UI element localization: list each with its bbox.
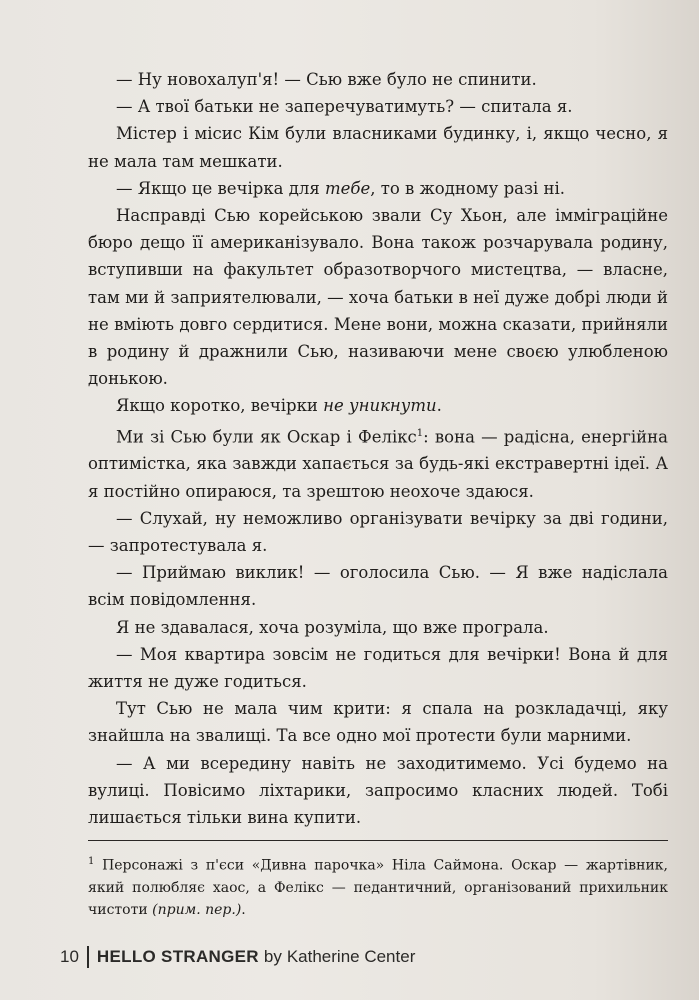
paragraph: Якщо коротко, вечірки не уникнути. <box>116 396 442 416</box>
paragraph: Тут Сью не мала чим крити: я спала на розкладачці, яку знайшла на звалищі. Та все одно мої протести були марними. <box>88 699 668 746</box>
book-title: HELLO STRANGER <box>96 947 259 966</box>
paragraph: — Ну новохалуп'я! — Сью вже було не спинити. <box>116 70 537 89</box>
author-name: Katherine Center <box>286 947 416 966</box>
footnote-section <box>88 840 668 921</box>
paragraph: — А ми всередину навіть не заходитимемо. Усі будемо на вулиці. Повісимо ліхтарики, запросимо класних людей. Тобі лишається тільки вина купити. <box>88 753 668 827</box>
paragraph: Містер і місис Кім були власниками будинку, і, якщо чесно, я не мала там мешкати. <box>88 124 668 171</box>
paragraph: Насправді Сью корейською звали Су Хьон, але імміграційне бюро дещо її американізувало. Вона також розчарувала родину, вступивши на факультет образотворчого мистецтва, — власне, там ми й заприятелювали, — хоча батьки в неї дуже добрі люди й не вміють довго сердитися. Мене вони, можна сказати, прийняли в родину й дражнили Сью, називаючи мене своєю улюбленою донькою. <box>88 206 668 389</box>
page-footer <box>60 944 415 970</box>
paragraph: — Приймаю виклик! — оголосила Сью. — Я вже надіслала всім повідомлення. <box>88 563 668 610</box>
paragraph: — Моя квартира зовсім не годиться для вечірки! Вона й для життя не дуже годиться. <box>88 644 668 691</box>
paragraph: Ми зі Сью були як Оскар і Фелікс$^1$: вона — радісна, енергійна оптимістка, яка завжди хапається за будь-які екстравертні ідеї. А я постійно опираюся, та зрештою неохоче здаюся. <box>88 427 668 501</box>
footnote-1: $^1$ Персонажі з п'єси «Дивна парочка» Ніла Саймона. Оскар — жартівник, який полюбляє хаос, а Фелікс — педантичний, організований прихильник чистоти (прим. пер.). <box>88 856 668 918</box>
body-text <box>88 66 668 831</box>
paragraph: — Слухай, ну неможливо організувати вечірку за дві години, — запротестувала я. <box>88 508 668 555</box>
by-word: by <box>263 947 282 966</box>
paragraph: Я не здавалася, хоча розуміла, що вже програла. <box>116 617 549 637</box>
page-number: 10 <box>60 947 79 966</box>
footer-divider <box>87 946 89 968</box>
paragraph: — Якщо це вечірка для тебе, то в жодному разі ні. <box>116 178 566 198</box>
paragraph: — А твої батьки не заперечуватимуть? — спитала я. <box>116 97 573 117</box>
